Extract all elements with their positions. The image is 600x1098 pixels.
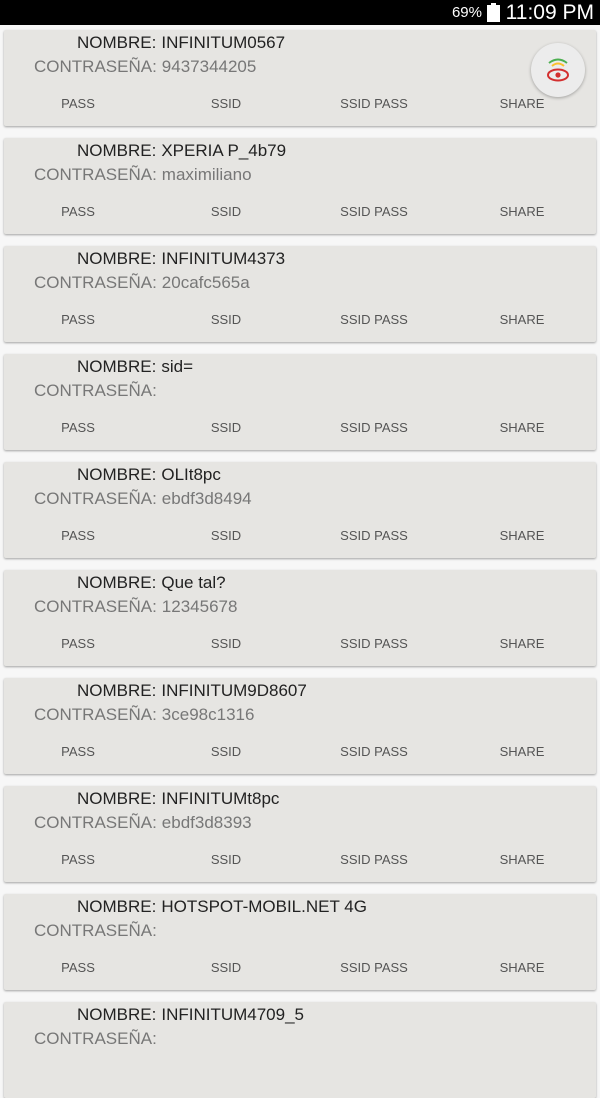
network-card [4, 570, 596, 666]
share-button[interactable]: SHARE [499, 420, 545, 435]
name-label: NOMBRE: [77, 573, 157, 592]
network-password: ebdf3d8494 [161, 489, 252, 508]
password-row [34, 1029, 162, 1049]
network-password: 9437344205 [161, 57, 257, 76]
share-button[interactable]: SHARE [499, 852, 545, 867]
name-label: NOMBRE: [77, 681, 157, 700]
share-button[interactable]: SHARE [499, 528, 545, 543]
ssid-button[interactable]: SSID [210, 312, 242, 327]
network-name: sid= [161, 357, 194, 376]
ssid-button[interactable]: SSID [210, 528, 242, 543]
share-button[interactable]: SHARE [499, 744, 545, 759]
password-row [34, 597, 237, 617]
battery-icon [487, 3, 500, 22]
password-row [34, 381, 162, 401]
share-button[interactable]: SHARE [499, 204, 545, 219]
clock: 11:09 PM [505, 1, 594, 24]
network-list[interactable] [0, 25, 600, 1048]
network-name: Que tal? [161, 573, 226, 592]
ssid-pass-button[interactable]: SSID PASS [340, 636, 408, 651]
network-name: XPERIA P_4b79 [161, 141, 287, 160]
password-row [34, 813, 252, 833]
name-row [77, 357, 193, 377]
ssid-pass-button[interactable]: SSID PASS [340, 852, 408, 867]
wifi-eye-icon [544, 55, 572, 85]
ssid-button[interactable]: SSID [210, 96, 242, 111]
name-row [77, 1005, 304, 1025]
name-row [77, 465, 221, 485]
name-row [77, 141, 286, 161]
name-row [77, 249, 285, 269]
network-name: INFINITUM0567 [161, 33, 286, 52]
network-card [4, 30, 596, 126]
ssid-button[interactable]: SSID [210, 420, 242, 435]
ssid-pass-button[interactable]: SSID PASS [340, 744, 408, 759]
pass-button[interactable]: PASS [61, 852, 95, 867]
ssid-button[interactable]: SSID [210, 204, 242, 219]
network-password: 12345678 [161, 597, 238, 616]
ssid-pass-button[interactable]: SSID PASS [340, 960, 408, 975]
pass-button[interactable]: PASS [61, 528, 95, 543]
share-button[interactable]: SHARE [499, 636, 545, 651]
network-card [4, 678, 596, 774]
scan-fab-button[interactable] [531, 43, 585, 97]
name-label: NOMBRE: [77, 249, 157, 268]
password-label: CONTRASEÑA: [34, 489, 157, 508]
network-name: HOTSPOT-MOBIL.NET 4G [161, 897, 367, 916]
pass-button[interactable]: PASS [61, 96, 95, 111]
name-label: NOMBRE: [77, 465, 157, 484]
network-card [4, 1002, 596, 1098]
network-name: INFINITUM4709_5 [161, 1005, 305, 1024]
status-bar [0, 0, 600, 25]
name-label: NOMBRE: [77, 789, 157, 808]
network-card [4, 462, 596, 558]
ssid-button[interactable]: SSID [210, 636, 242, 651]
name-label: NOMBRE: [77, 357, 157, 376]
network-password: ebdf3d8393 [161, 813, 252, 832]
network-name: INFINITUM4373 [161, 249, 286, 268]
password-label: CONTRASEÑA: [34, 921, 157, 940]
password-row [34, 705, 254, 725]
password-row [34, 489, 252, 509]
password-label: CONTRASEÑA: [34, 813, 157, 832]
ssid-pass-button[interactable]: SSID PASS [340, 204, 408, 219]
pass-button[interactable]: PASS [61, 636, 95, 651]
password-label: CONTRASEÑA: [34, 705, 157, 724]
network-name: OLIt8pc [161, 465, 221, 484]
pass-button[interactable]: PASS [61, 744, 95, 759]
network-card [4, 894, 596, 990]
password-row [34, 921, 162, 941]
password-row [34, 57, 256, 77]
network-name: INFINITUM9D8607 [161, 681, 307, 700]
share-button[interactable]: SHARE [499, 312, 545, 327]
ssid-pass-button[interactable]: SSID PASS [340, 96, 408, 111]
name-label: NOMBRE: [77, 141, 157, 160]
network-password: maximiliano [161, 165, 252, 184]
password-label: CONTRASEÑA: [34, 273, 157, 292]
ssid-button[interactable]: SSID [210, 852, 242, 867]
name-label: NOMBRE: [77, 33, 157, 52]
name-row [77, 681, 307, 701]
password-label: CONTRASEÑA: [34, 57, 157, 76]
name-label: NOMBRE: [77, 1005, 157, 1024]
pass-button[interactable]: PASS [61, 960, 95, 975]
network-password: 3ce98c1316 [161, 705, 255, 724]
password-label: CONTRASEÑA: [34, 165, 157, 184]
network-card [4, 246, 596, 342]
ssid-pass-button[interactable]: SSID PASS [340, 420, 408, 435]
ssid-button[interactable]: SSID [210, 960, 242, 975]
network-card [4, 786, 596, 882]
network-name: INFINITUMt8pc [161, 789, 280, 808]
pass-button[interactable]: PASS [61, 420, 95, 435]
network-password: 20cafc565a [161, 273, 250, 292]
password-label: CONTRASEÑA: [34, 597, 157, 616]
password-label: CONTRASEÑA: [34, 381, 157, 400]
ssid-pass-button[interactable]: SSID PASS [340, 528, 408, 543]
password-row [34, 273, 250, 293]
password-label: CONTRASEÑA: [34, 1029, 157, 1048]
name-row [77, 573, 226, 593]
share-button[interactable]: SHARE [499, 960, 545, 975]
ssid-pass-button[interactable]: SSID PASS [340, 312, 408, 327]
name-row [77, 789, 279, 809]
pass-button[interactable]: PASS [61, 204, 95, 219]
battery-percentage: 69% [451, 4, 482, 21]
name-label: NOMBRE: [77, 897, 157, 916]
share-button[interactable]: SHARE [499, 96, 545, 111]
network-card [4, 354, 596, 450]
password-row [34, 165, 252, 185]
ssid-button[interactable]: SSID [210, 744, 242, 759]
network-card [4, 138, 596, 234]
name-row [77, 33, 285, 53]
name-row [77, 897, 367, 917]
pass-button[interactable]: PASS [61, 312, 95, 327]
